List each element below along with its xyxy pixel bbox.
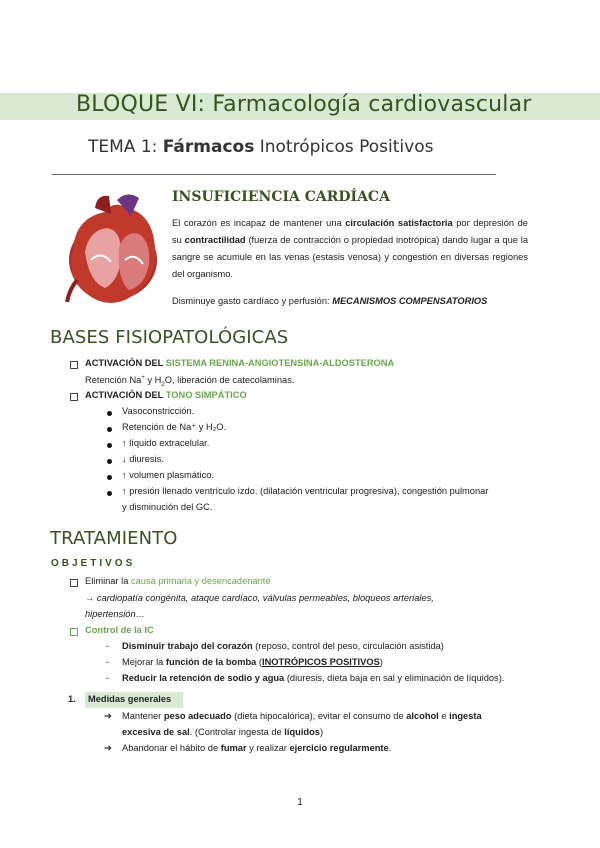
bullet-item: Retención de Na⁺ y H₂O. — [122, 422, 227, 432]
bullet-icon — [107, 491, 112, 496]
bullet-icon — [107, 443, 112, 448]
checkbox-icon — [70, 628, 78, 636]
bases-item-1: ACTIVACIÓN DEL SISTEMA RENINA-ANGIOTENSINA-ALDOSTERONA — [85, 358, 395, 368]
bullet-item: Vasoconstricción. — [122, 406, 195, 416]
heading-tratamiento: TRATAMIENTO — [50, 528, 178, 549]
control-item-1: Disminuir trabajo del corazón (reposo, control del peso, circulación asistida) — [122, 641, 444, 651]
objetivo-2: Control de la IC — [85, 625, 154, 635]
checkbox-icon — [70, 579, 78, 587]
checkbox-icon — [70, 361, 78, 369]
bullet-item: ↑ volumen plasmático. — [122, 470, 214, 480]
objetivo-1-line3: hipertensión… — [85, 609, 145, 619]
heart-illustration — [55, 190, 167, 308]
objetivos-label: OBJETIVOS — [51, 558, 136, 569]
objetivo-1-line2: → cardiopatía congénita, ataque cardíaco, válvulas permeables, bloqueos arteriales, — [85, 593, 434, 603]
divider — [52, 174, 496, 175]
ic-mecanismos: Disminuye gasto cardíaco y perfusión: MECANISMOS COMPENSATORIOS — [172, 296, 488, 306]
dash-icon: - — [106, 657, 110, 667]
bullet-icon — [107, 411, 112, 416]
medida-1: Mantener peso adecuado (dieta hipocalórica), evitar el consumo de alcohol e ingesta — [122, 711, 482, 721]
subtitle-prefix: TEMA 1: — [88, 137, 158, 157]
bullet-item-continuation: y disminución del GC. — [122, 502, 213, 512]
arrow-right-icon: ➔ — [104, 743, 112, 753]
arrow-right-icon: ➔ — [104, 711, 112, 721]
checkbox-icon — [70, 393, 78, 401]
medida-1-line2: excesiva de sal. (Controlar ingesta de líquidos) — [122, 727, 324, 737]
bullet-item: ↑ presión llenado ventrículo izdo. (dilatación ventricular progresiva), congestión pulmonar — [122, 486, 489, 496]
bullet-item: ↑ líquido extracelular. — [122, 438, 210, 448]
dash-icon: - — [106, 641, 110, 651]
bases-item-1-detail: Retención Na+ y $H_2O$, liberación de catecolaminas. — [85, 375, 295, 388]
bullet-icon — [107, 459, 112, 464]
control-item-2: Mejorar la función de la bomba (INOTRÓPICOS POSITIVOS) — [122, 657, 383, 667]
bases-item-2: ACTIVACIÓN DEL TONO SIMPÁTICO — [85, 390, 247, 400]
subtitle-bold: Fármacos — [162, 137, 255, 157]
ic-paragraph: El corazón es incapaz de mantener una circulación satisfactoria por depresión de su contractilidad (fuerza de contracción o propiedad inotrópica) dando lugar a que la sangre se acumule en las venas (estasis venosa) y congestión en diversas regiones del organismo. — [172, 218, 528, 279]
medidas-generales-number: 1. — [68, 694, 76, 704]
subtitle — [88, 137, 433, 157]
dash-icon: - — [106, 673, 110, 683]
subtitle-rest: Inotrópicos Positivos — [259, 137, 434, 157]
bullet-item: ↓ diuresis. — [122, 454, 164, 464]
page-title: BLOQUE VI: Farmacología cardiovascular — [76, 92, 532, 117]
bullet-icon — [107, 427, 112, 432]
section-title-ic: INSUFICIENCIA CARDÍACA — [172, 189, 390, 205]
control-item-3: Reducir la retención de sodio y agua (diuresis, dieta baja en sal y eliminación de líquidos). — [122, 673, 505, 683]
medida-2: Abandonar el hábito de fumar y realizar ejercicio regularmente. — [122, 743, 392, 753]
page-number: 1 — [297, 797, 303, 808]
bullet-icon — [107, 475, 112, 480]
heading-bases: BASES FISIOPATOLÓGICAS — [50, 327, 289, 348]
objetivo-1: Eliminar la causa primaria y desencadenante — [85, 576, 271, 586]
medidas-generales-title: Medidas generales — [88, 694, 172, 704]
